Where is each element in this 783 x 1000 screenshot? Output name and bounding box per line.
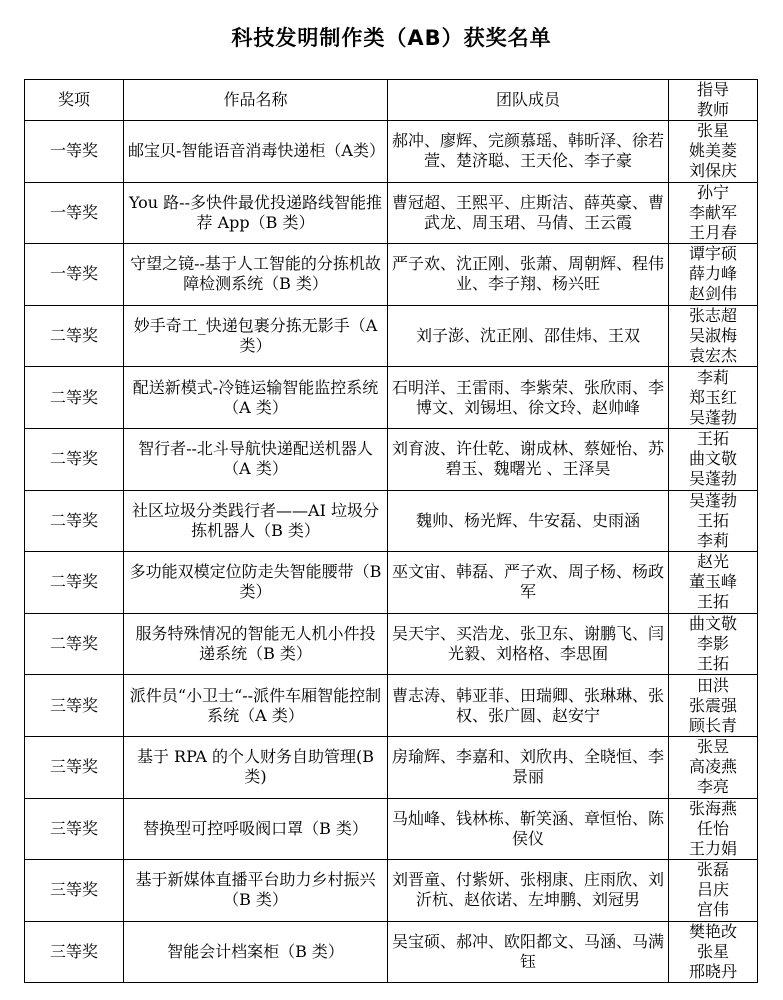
prize-cell: 三等奖 bbox=[25, 921, 124, 983]
advisor-name: 樊艳改 bbox=[688, 922, 737, 942]
advisor-name: 吴蓬勃 bbox=[688, 469, 737, 489]
advisors-cell bbox=[669, 921, 758, 983]
table-row bbox=[25, 675, 758, 737]
advisor-name: 张星 bbox=[696, 942, 729, 962]
table-row bbox=[25, 490, 758, 552]
team-members-cell: 郝冲、廖辉、完颜慕瑶、韩昕泽、徐若萱、楚济聪、王天伦、李子豪 bbox=[388, 121, 669, 183]
team-members-cell: 刘子澎、沈正刚、邵佳炜、王双 bbox=[388, 305, 669, 367]
team-members-cell: 魏帅、杨光辉、牛安磊、史雨涵 bbox=[388, 490, 669, 552]
advisor-name: 李献军 bbox=[688, 202, 737, 222]
advisor-name: 高凌燕 bbox=[688, 757, 737, 777]
team-members-cell: 曹冠超、王熙平、庄斯洁、薛英豪、曹武龙、周玉珺、马倩、王云霞 bbox=[388, 182, 669, 244]
advisor-name: 孙宁 bbox=[696, 182, 729, 202]
prize-cell: 一等奖 bbox=[25, 182, 124, 244]
advisor-name: 王月春 bbox=[688, 222, 737, 242]
advisor-name: 曲文敬 bbox=[688, 614, 737, 634]
advisor-name: 顾长青 bbox=[688, 715, 737, 735]
header-work: 作品名称 bbox=[124, 80, 388, 121]
advisor-name: 赵光 bbox=[696, 552, 729, 572]
advisor-name: 吕庆 bbox=[696, 880, 729, 900]
team-members-cell: 房瑜辉、李嘉和、刘欣冉、全晓恒、李景丽 bbox=[388, 736, 669, 798]
team-members-cell: 石明洋、王雷雨、李紫荣、张欣雨、李博文、刘锡坦、徐文玲、赵帅峰 bbox=[388, 367, 669, 429]
prize-cell: 三等奖 bbox=[25, 798, 124, 860]
advisor-name: 刘保庆 bbox=[688, 161, 737, 181]
advisor-name: 张震强 bbox=[688, 695, 737, 715]
advisor-name: 袁宏杰 bbox=[688, 346, 737, 366]
table-row bbox=[25, 921, 758, 983]
prize-cell: 二等奖 bbox=[25, 305, 124, 367]
work-title-cell: 基于 RPA 的个人财务自助管理(B 类) bbox=[124, 736, 388, 798]
advisor-name: 李影 bbox=[696, 634, 729, 654]
advisor-name: 董玉峰 bbox=[688, 572, 737, 592]
advisor-name: 王力娟 bbox=[688, 838, 737, 858]
prize-cell: 二等奖 bbox=[25, 552, 124, 614]
table-row bbox=[25, 860, 758, 922]
header-team: 团队成员 bbox=[388, 80, 669, 121]
work-title-cell: 邮宝贝-智能语音消毒快递柜（A类） bbox=[124, 121, 388, 183]
advisor-name: 王拓 bbox=[696, 510, 729, 530]
header-advisor-line2: 教师 bbox=[696, 100, 729, 119]
prize-cell: 三等奖 bbox=[25, 736, 124, 798]
advisor-name: 赵剑伟 bbox=[688, 284, 737, 304]
advisor-name: 吴蓬勃 bbox=[688, 407, 737, 427]
table-row bbox=[25, 244, 758, 306]
advisors-cell bbox=[669, 736, 758, 798]
advisors-cell bbox=[669, 675, 758, 737]
prize-cell: 二等奖 bbox=[25, 367, 124, 429]
table-row bbox=[25, 613, 758, 675]
advisor-name: 田洪 bbox=[696, 675, 729, 695]
advisor-name: 曲文敬 bbox=[688, 449, 737, 469]
advisor-name: 吴蓬勃 bbox=[688, 490, 737, 510]
work-title-cell: 配送新模式-冷链运输智能监控系统（A 类） bbox=[124, 367, 388, 429]
header-advisor-line1: 指导 bbox=[696, 80, 729, 99]
header-advisor bbox=[669, 80, 758, 121]
advisors-cell bbox=[669, 121, 758, 183]
advisors-cell bbox=[669, 552, 758, 614]
table-row bbox=[25, 305, 758, 367]
advisors-cell bbox=[669, 305, 758, 367]
work-title-cell: 社区垃圾分类践行者——AI 垃圾分拣机器人（B 类） bbox=[124, 490, 388, 552]
advisor-name: 张志超 bbox=[688, 306, 737, 326]
team-members-cell: 严子欢、沈正刚、张萧、周朝辉、程伟业、李子翔、杨兴旺 bbox=[388, 244, 669, 306]
table-row bbox=[25, 121, 758, 183]
awards-table bbox=[24, 79, 758, 983]
work-title-cell: 多功能双模定位防走失智能腰带（B 类） bbox=[124, 552, 388, 614]
work-title-cell: 基于新媒体直播平台助力乡村振兴（B 类） bbox=[124, 860, 388, 922]
table-row bbox=[25, 367, 758, 429]
advisors-cell bbox=[669, 182, 758, 244]
advisor-name: 张昱 bbox=[696, 737, 729, 757]
advisor-name: 李莉 bbox=[696, 530, 729, 550]
advisor-name: 任怡 bbox=[696, 818, 729, 838]
table-body bbox=[25, 121, 758, 983]
advisor-name: 姚美菱 bbox=[688, 141, 737, 161]
prize-cell: 一等奖 bbox=[25, 121, 124, 183]
advisor-name: 吴淑梅 bbox=[688, 326, 737, 346]
header-prize: 奖项 bbox=[25, 80, 124, 121]
advisor-name: 王拓 bbox=[696, 429, 729, 449]
prize-cell: 三等奖 bbox=[25, 860, 124, 922]
table-row bbox=[25, 798, 758, 860]
advisor-name: 张海燕 bbox=[688, 798, 737, 818]
advisor-name: 宫伟 bbox=[696, 900, 729, 920]
team-members-cell: 曹志涛、韩亚菲、田瑞卿、张琳琳、张权、张广圆、赵安宁 bbox=[388, 675, 669, 737]
advisor-name: 谭宇硕 bbox=[688, 244, 737, 264]
advisors-cell bbox=[669, 244, 758, 306]
work-title-cell: 智行者--北斗导航快递配送机器人（A 类） bbox=[124, 428, 388, 490]
advisor-name: 王拓 bbox=[696, 654, 729, 674]
document-title: 科技发明制作类（AB）获奖名单 bbox=[231, 26, 552, 50]
advisor-name: 邢晓丹 bbox=[688, 962, 737, 982]
table-header-row bbox=[25, 80, 758, 121]
advisor-name: 李莉 bbox=[696, 367, 729, 387]
advisors-cell bbox=[669, 367, 758, 429]
advisor-name: 张星 bbox=[696, 121, 729, 141]
work-title-cell: 智能会计档案柜（B 类） bbox=[124, 921, 388, 983]
team-members-cell: 马灿峰、钱林栋、靳笑涵、章恒怡、陈侯仪 bbox=[388, 798, 669, 860]
advisor-name: 张磊 bbox=[696, 860, 729, 880]
advisors-cell bbox=[669, 428, 758, 490]
work-title-cell: You 路--多快件最优投递路线智能推荐 App（B 类） bbox=[124, 182, 388, 244]
table-row bbox=[25, 552, 758, 614]
team-members-cell: 巫文宙、韩磊、严子欢、周子杨、杨政军 bbox=[388, 552, 669, 614]
advisors-cell bbox=[669, 613, 758, 675]
work-title-cell: 替换型可控呼吸阀口罩（B 类） bbox=[124, 798, 388, 860]
team-members-cell: 吴宝硕、郝冲、欧阳都文、马涵、马满钰 bbox=[388, 921, 669, 983]
table-row bbox=[25, 182, 758, 244]
team-members-cell: 刘晋童、付紫妍、张栩康、庄雨欣、刘沂杭、赵依诺、左坤鹏、刘冠男 bbox=[388, 860, 669, 922]
advisor-name: 王拓 bbox=[696, 592, 729, 612]
prize-cell: 一等奖 bbox=[25, 244, 124, 306]
team-members-cell: 刘育波、许仕乾、谢成林、蔡娅怡、苏碧玉、魏曙光 、王泽昊 bbox=[388, 428, 669, 490]
table-row bbox=[25, 428, 758, 490]
prize-cell: 三等奖 bbox=[25, 675, 124, 737]
work-title-cell: 守望之镜--基于人工智能的分拣机故障检测系统（B 类） bbox=[124, 244, 388, 306]
work-title-cell: 妙手奇工_快递包裹分拣无影手（A 类） bbox=[124, 305, 388, 367]
advisors-cell bbox=[669, 798, 758, 860]
advisor-name: 薛力峰 bbox=[688, 264, 737, 284]
work-title-cell: 服务特殊情况的智能无人机小件投递系统（B 类） bbox=[124, 613, 388, 675]
table-row bbox=[25, 736, 758, 798]
advisors-cell bbox=[669, 490, 758, 552]
advisor-name: 郑玉红 bbox=[688, 387, 737, 407]
team-members-cell: 吴天宇、买浩龙、张卫东、谢鹏飞、闫光毅、刘格格、李思囿 bbox=[388, 613, 669, 675]
work-title-cell: 派件员“小卫士“--派件车厢智能控制系统（A 类） bbox=[124, 675, 388, 737]
prize-cell: 二等奖 bbox=[25, 428, 124, 490]
advisor-name: 李亮 bbox=[696, 777, 729, 797]
advisors-cell bbox=[669, 860, 758, 922]
prize-cell: 二等奖 bbox=[25, 490, 124, 552]
prize-cell: 二等奖 bbox=[25, 613, 124, 675]
